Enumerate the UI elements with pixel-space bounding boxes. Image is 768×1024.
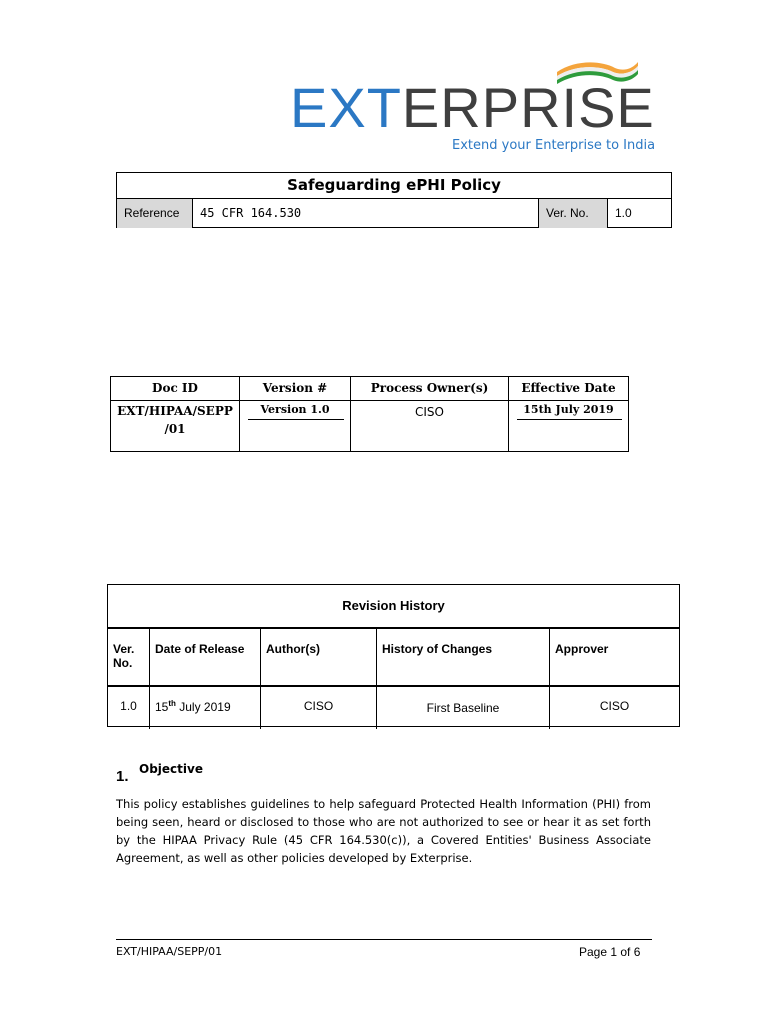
revision-changes: First Baseline bbox=[377, 687, 550, 729]
header-authors: Author(s) bbox=[261, 629, 377, 685]
revision-date-suffix: th bbox=[168, 699, 176, 708]
revision-data-row bbox=[108, 687, 679, 729]
logo-ext: EXT bbox=[290, 76, 402, 139]
logo-erprise: ERPRISE bbox=[401, 76, 655, 139]
effective-date-underline bbox=[517, 419, 622, 420]
document-title: Safeguarding ePHI Policy bbox=[117, 173, 671, 199]
header-date-of-release: Date of Release bbox=[150, 629, 261, 685]
header-process-owner: Process Owner(s) bbox=[351, 377, 509, 401]
version-underline bbox=[248, 419, 344, 420]
reference-value: 45 CFR 164.530 bbox=[193, 199, 539, 228]
logo-wordmark bbox=[290, 76, 655, 139]
footer-page-number: Page 1 of 6 bbox=[579, 945, 641, 959]
logo-tagline: Extend your Enterprise to India bbox=[452, 138, 656, 153]
revision-author: CISO bbox=[261, 687, 377, 729]
footer-doc-id: EXT/HIPAA/SEPP/01 bbox=[116, 945, 223, 958]
revision-date-rest: July 2019 bbox=[175, 700, 231, 714]
effective-date-value: 15th July 2019 bbox=[523, 403, 614, 416]
title-table bbox=[116, 172, 672, 228]
revision-approver: CISO bbox=[599, 699, 630, 713]
section-number: 1. bbox=[116, 768, 129, 785]
version-value: 1.0 bbox=[615, 206, 632, 220]
reference-row bbox=[117, 199, 671, 228]
effective-date-cell bbox=[509, 401, 628, 451]
header-ver-no: Ver. No. bbox=[108, 629, 150, 685]
revision-ver: 1.0 bbox=[108, 687, 150, 729]
owner-value: CISO bbox=[351, 401, 509, 451]
footer-divider bbox=[116, 939, 652, 940]
revision-history-title: Revision History bbox=[108, 585, 679, 629]
version-cell bbox=[240, 401, 351, 451]
header-version: Version # bbox=[240, 377, 351, 401]
revision-date bbox=[150, 687, 261, 729]
reference-label: Reference bbox=[117, 199, 193, 228]
document-info-table bbox=[110, 376, 629, 452]
header-history-of-changes: History of Changes bbox=[377, 629, 550, 685]
revision-history-table bbox=[107, 584, 680, 727]
header-approver: Approver bbox=[555, 642, 609, 656]
header-doc-id: Doc ID bbox=[111, 377, 240, 401]
version-label: Ver. No. bbox=[539, 199, 608, 228]
header-effective-date: Effective Date bbox=[509, 377, 628, 401]
section-body: This policy establishes guidelines to help safeguard Protected Health Information (PHI) from being seen, heard or disclosed to those who are not authorized to see or hear it as set forth by the HIPAA Privacy Rule (45 CFR 164.530(c)), a Covered Entities' Business Associate Agreement, as well as other policies developed by Exterprise. bbox=[116, 797, 651, 865]
version-value: Version 1.0 bbox=[260, 403, 330, 416]
doc-id-value: EXT/HIPAA/SEPP /01 bbox=[111, 401, 240, 451]
revision-date-day: 15 bbox=[155, 700, 169, 714]
section-title: Objective bbox=[139, 762, 203, 776]
revision-header-row bbox=[108, 629, 679, 687]
